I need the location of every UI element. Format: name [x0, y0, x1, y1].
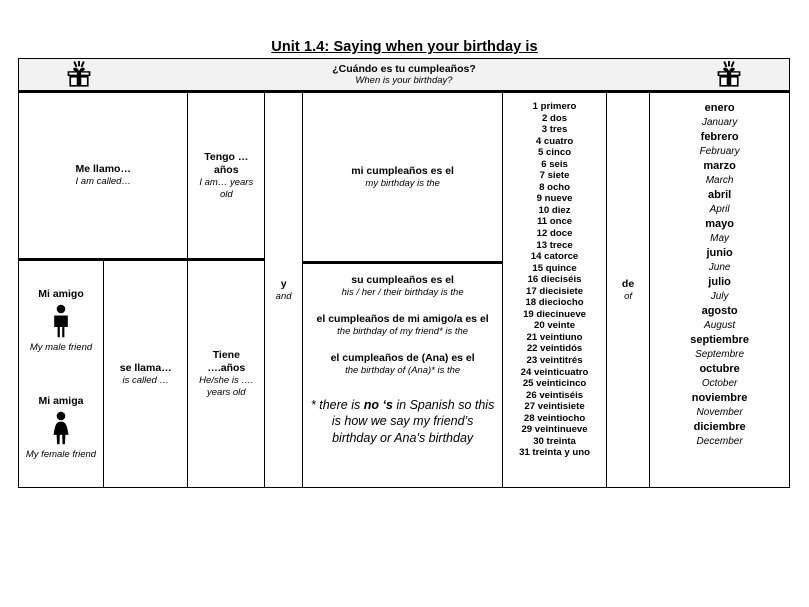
list-item	[26, 395, 96, 460]
list-item: February	[699, 146, 740, 158]
cell-other-birthdays	[303, 264, 502, 487]
list-item: 24 veinticuatro	[520, 366, 589, 378]
ana-cumpleanos-english: the birthday of (Ana)* is the	[345, 365, 461, 377]
list-item: 22 veintidós	[526, 343, 583, 355]
list-item: 15 quince	[532, 262, 577, 274]
list-item: junio	[706, 246, 733, 259]
worksheet-table	[18, 58, 790, 488]
list-item: noviembre	[691, 391, 748, 404]
list-item: 29 veintinueve	[521, 424, 588, 436]
header-question	[19, 63, 789, 87]
column-subject	[19, 93, 188, 487]
list-item: 25 veinticinco	[522, 378, 587, 390]
list-item: enero	[704, 102, 735, 114]
tengo-anos-spanish: Tengo …años	[204, 150, 249, 176]
list-item: May	[710, 233, 730, 245]
amigo-cumpleanos-english: the birthday of my friend* is the	[337, 326, 469, 338]
mi-amigo-spanish: Mi amigo	[38, 287, 84, 300]
list-item: 26 veintiséis	[526, 389, 584, 401]
mi-amigo-english: My male friend	[29, 341, 93, 353]
list-item: 9 nueve	[536, 193, 573, 205]
page-title: Unit 1.4: Saying when your birthday is	[271, 39, 538, 55]
tiene-anos-english: He/she is …. years old	[199, 375, 254, 399]
friends-list	[19, 261, 104, 487]
cell-de-of	[607, 93, 649, 487]
column-numbers	[503, 93, 607, 487]
preposition-spanish: de	[621, 277, 635, 290]
footnote-emphasis: no ‘s	[363, 398, 393, 412]
list-item: 30 treinta	[533, 435, 576, 447]
cell-me-llamo	[19, 93, 187, 261]
list-item: diciembre	[693, 420, 746, 433]
cell-friends-split	[19, 261, 187, 487]
me-llamo-english: I am called…	[75, 176, 131, 188]
list-item: 20 veinte	[534, 320, 576, 332]
possessive-footnote	[303, 397, 502, 446]
su-cumpleanos-english: his / her / their birthday is the	[341, 287, 464, 299]
list-item: octubre	[699, 362, 740, 375]
list-item: 31 treinta y uno	[519, 447, 590, 459]
worksheet-header-row	[19, 59, 789, 93]
se-llama-spanish: se llama…	[119, 361, 172, 374]
cell-se-llama	[104, 261, 187, 487]
header-question-english: When is your birthday?	[355, 75, 453, 87]
list-item	[342, 274, 464, 299]
footnote-after: in Spanish so this is how we say my friend’s birthday or Ana’s birthday	[331, 398, 495, 445]
se-llama-english: is called …	[122, 374, 169, 386]
conjunction-spanish: y	[280, 277, 287, 290]
preposition-english: of	[624, 290, 633, 302]
list-item: marzo	[703, 159, 736, 172]
worksheet-body	[19, 93, 789, 487]
list-item: January	[701, 117, 738, 129]
amigo-cumpleanos-spanish: el cumpleaños de mi amigo/a es el	[316, 313, 489, 325]
me-llamo-spanish: Me llamo…	[75, 163, 131, 175]
months-list	[650, 93, 789, 487]
list-item: 28 veintiocho	[523, 412, 586, 424]
list-item: abril	[707, 188, 732, 201]
list-item: 17 diecisiete	[526, 285, 584, 297]
list-item: 2 dos	[542, 112, 568, 124]
female-figure-icon	[50, 411, 72, 445]
numbers-list	[503, 93, 606, 487]
footnote-before: * there is	[310, 398, 364, 412]
male-figure-icon	[50, 304, 72, 338]
list-item: 27 veintisiete	[524, 401, 585, 413]
column-phrases	[303, 93, 503, 487]
su-cumpleanos-spanish: su cumpleaños es el	[351, 274, 454, 286]
mi-amiga-english: My female friend	[25, 448, 97, 460]
conjunction-english: and	[275, 290, 292, 302]
list-item: 11 once	[536, 216, 573, 228]
list-item: julio	[708, 275, 731, 288]
list-item: 14 catorce	[530, 251, 579, 263]
list-item: 21 veintiuno	[526, 331, 583, 343]
list-item: agosto	[701, 304, 738, 317]
list-item: March	[705, 175, 734, 187]
list-item	[317, 313, 489, 338]
list-item: 4 cuatro	[535, 135, 574, 147]
list-item: 23 veintitrés	[526, 355, 583, 367]
list-item: 8 ocho	[539, 181, 570, 193]
list-item: Septembre	[695, 348, 745, 360]
list-item: mayo	[705, 217, 734, 230]
list-item: November	[696, 406, 743, 418]
list-item: December	[696, 435, 743, 447]
tengo-anos-english: I am… years old	[199, 176, 254, 200]
page-title-container	[0, 38, 809, 56]
column-preposition	[607, 93, 650, 487]
list-item: septiembre	[690, 333, 749, 346]
column-months	[650, 93, 789, 487]
cell-tengo-anos	[188, 93, 264, 261]
list-item: 16 dieciséis	[527, 274, 582, 286]
mi-amiga-spanish: Mi amiga	[38, 394, 84, 407]
list-item	[331, 352, 475, 377]
list-item: 13 trece	[536, 239, 573, 251]
list-item: 19 diecinueve	[523, 308, 586, 320]
list-item: October	[701, 377, 738, 389]
list-item: June	[708, 262, 731, 274]
list-item: 18 dieciocho	[525, 297, 584, 309]
list-item: 5 cinco	[538, 147, 572, 159]
list-item: 10 diez	[538, 204, 571, 216]
cell-tiene-anos	[188, 261, 264, 487]
list-item: 7 siete	[539, 170, 570, 182]
list-item	[30, 288, 92, 353]
tiene-anos-spanish: Tiene ….años	[207, 349, 246, 375]
mi-cumpleanos-english: my birthday is the	[365, 177, 440, 189]
list-item: August	[704, 319, 736, 331]
header-question-spanish: ¿Cuándo es tu cumpleaños?	[332, 62, 476, 75]
list-item: July	[710, 290, 729, 302]
list-item: febrero	[700, 130, 739, 143]
list-item: 1 primero	[532, 101, 577, 112]
list-item: 6 seis	[541, 158, 568, 170]
list-item: 12 doce	[536, 228, 573, 240]
ana-cumpleanos-spanish: el cumpleaños de (Ana) es el	[330, 352, 475, 364]
cell-y-and	[265, 93, 302, 487]
cell-my-birthday	[303, 93, 502, 264]
list-item: 3 tres	[541, 124, 568, 136]
mi-cumpleanos-spanish: mi cumpleaños es el	[351, 164, 454, 177]
column-conjunction	[265, 93, 303, 487]
column-age	[188, 93, 265, 487]
list-item: April	[709, 204, 730, 216]
